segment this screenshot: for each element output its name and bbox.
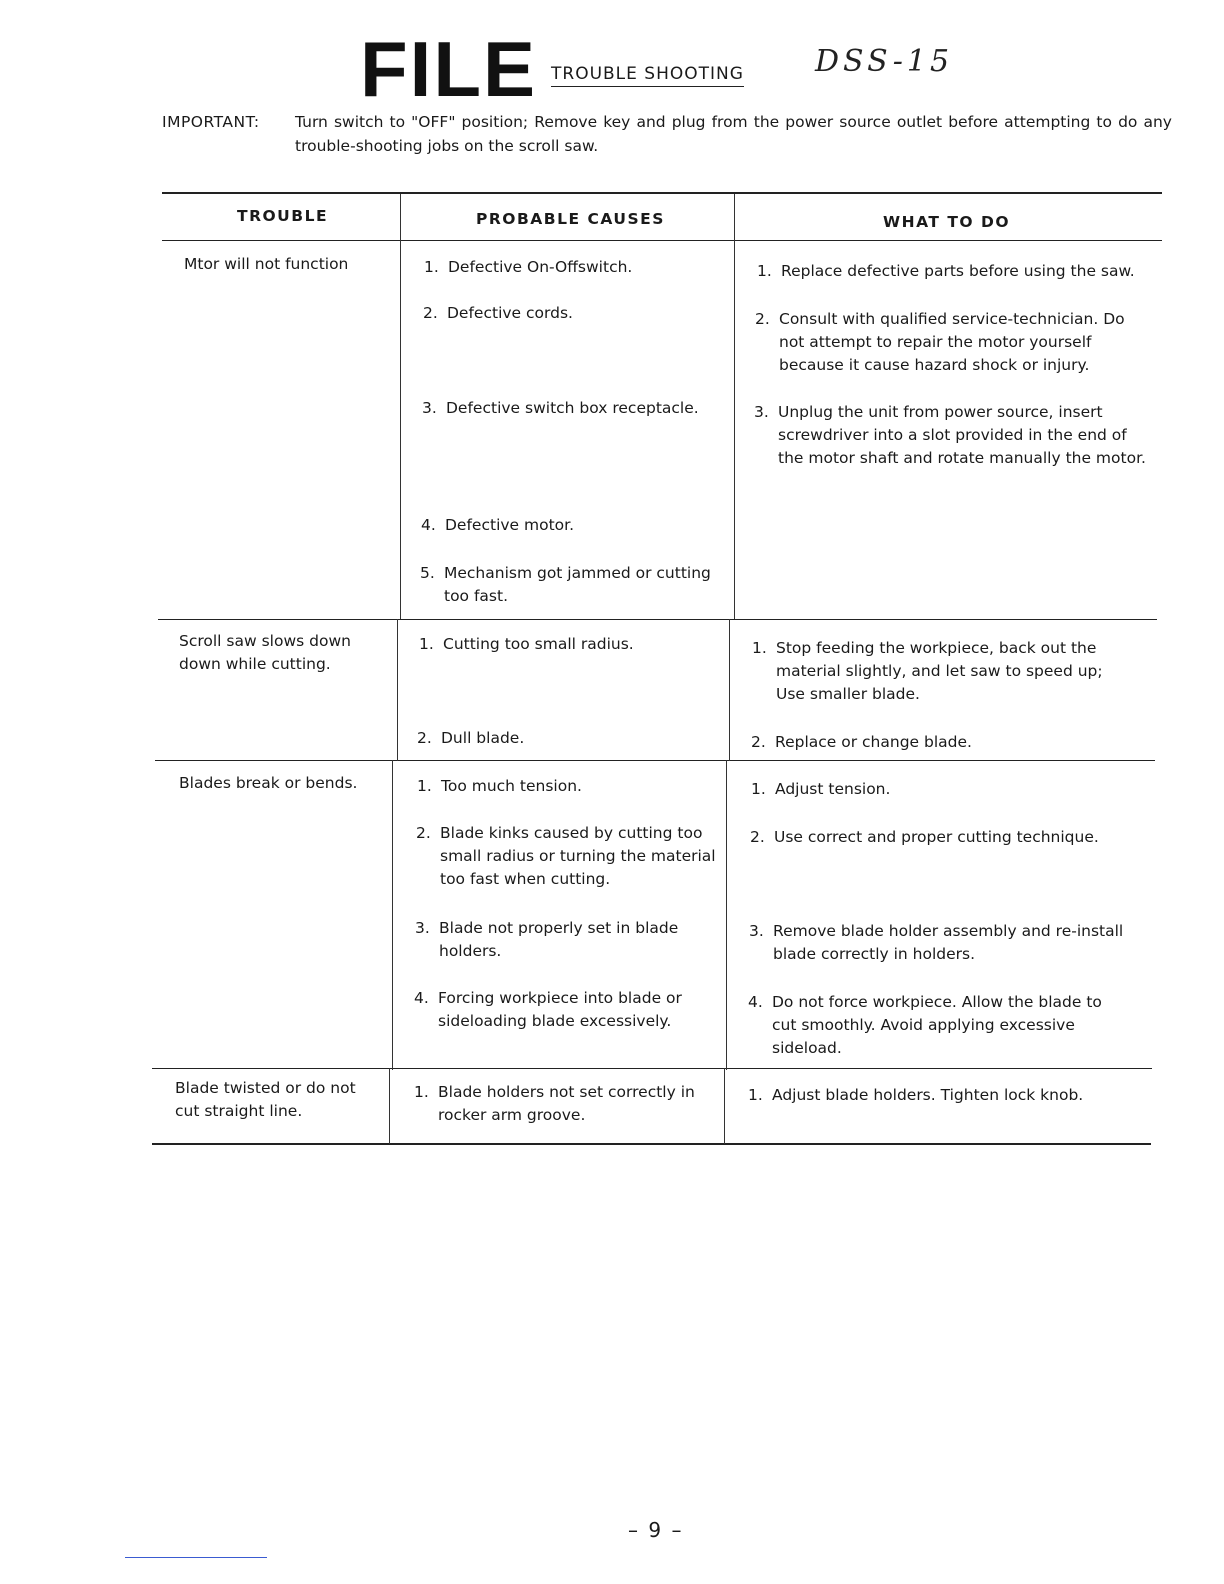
column-divider	[400, 194, 401, 619]
remedy-item: 1. Replace defective parts before using the saw.	[757, 262, 1135, 280]
remedy-item: 4. Do not force workpiece. Allow the blade to cut smoothly. Avoid applying excessive sideload.	[748, 993, 1102, 1057]
page-header	[360, 25, 1060, 113]
column-divider	[734, 194, 735, 619]
cause-item: 1. Cutting too small radius.	[419, 635, 634, 653]
cause-item: 2. Blade kinks caused by cutting too small radius or turning the material too fast when cutting.	[416, 824, 716, 888]
page-title: TROUBLE SHOOTING	[551, 64, 744, 87]
column-divider	[726, 760, 727, 1070]
remedy-item: 3. Unplug the unit from power source, insert screwdriver into a slot provided in the end of the motor shaft and rotate manually the motor.	[754, 403, 1146, 467]
column-header-what-to-do: WHAT TO DO	[883, 213, 1011, 231]
cause-item: 5. Mechanism got jammed or cutting too fast.	[420, 564, 711, 605]
page-number: – 9 –	[628, 1518, 684, 1542]
table-bottom-rule	[152, 1143, 1151, 1145]
remedy-item: 1. Adjust blade holders. Tighten lock knob.	[748, 1086, 1084, 1104]
important-notice	[162, 110, 1172, 158]
column-header-probable-causes: PROBABLE CAUSES	[476, 210, 665, 228]
trouble-cell: Scroll saw slows down down while cutting.	[179, 632, 351, 673]
table-top-rule	[162, 192, 1162, 194]
troubleshooting-table	[0, 192, 1224, 1152]
row-divider	[152, 1068, 1152, 1069]
cause-item: 1. Too much tension.	[417, 777, 582, 795]
bottom-rule	[125, 1557, 267, 1558]
important-text: Turn switch to "OFF" position; Remove key and plug from the power source outlet before attempting to do any trouble-shooting jobs on the scroll saw.	[295, 113, 1172, 155]
cause-item: 4. Defective motor.	[421, 516, 575, 534]
row-divider	[155, 760, 1155, 761]
file-stamp: FILE	[360, 25, 537, 113]
cause-item: 1. Blade holders not set correctly in rocker arm groove.	[414, 1083, 695, 1124]
remedy-item: 2. Use correct and proper cutting technique.	[750, 828, 1099, 846]
remedy-item: 1. Stop feeding the workpiece, back out the material slightly, and let saw to speed up; Use smaller blade.	[752, 639, 1103, 703]
remedy-item: 1. Adjust tension.	[751, 780, 891, 798]
remedy-item: 2. Replace or change blade.	[751, 733, 972, 751]
trouble-cell: Blade twisted or do not cut straight line.	[175, 1079, 356, 1120]
column-divider	[397, 619, 398, 761]
cause-item: 4. Forcing workpiece into blade or sideloading blade excessively.	[414, 989, 682, 1030]
trouble-cell: Blades break or bends.	[179, 774, 358, 792]
cause-item: 1. Defective On-Offswitch.	[424, 258, 633, 276]
column-divider	[392, 760, 393, 1070]
cause-item: 3. Defective switch box receptacle.	[422, 399, 699, 417]
column-divider	[729, 619, 730, 761]
important-label: IMPORTANT:	[162, 113, 260, 131]
column-header-trouble: TROUBLE	[237, 207, 329, 225]
handwritten-note: DSS-15	[815, 44, 954, 79]
cause-item: 3. Blade not properly set in blade holders.	[415, 919, 679, 960]
remedy-item: 3. Remove blade holder assembly and re-install blade correctly in holders.	[749, 922, 1124, 963]
column-divider	[389, 1068, 390, 1144]
column-divider	[724, 1068, 725, 1144]
cause-item: 2. Defective cords.	[423, 304, 573, 322]
trouble-cell: Mtor will not function	[184, 255, 349, 273]
remedy-item: 2. Consult with qualified service-technician. Do not attempt to repair the motor yourself because it cause hazard shock or injury.	[755, 310, 1125, 374]
cause-item: 2. Dull blade.	[417, 729, 525, 747]
row-divider	[158, 619, 1157, 620]
header-bottom-rule	[162, 240, 1162, 241]
